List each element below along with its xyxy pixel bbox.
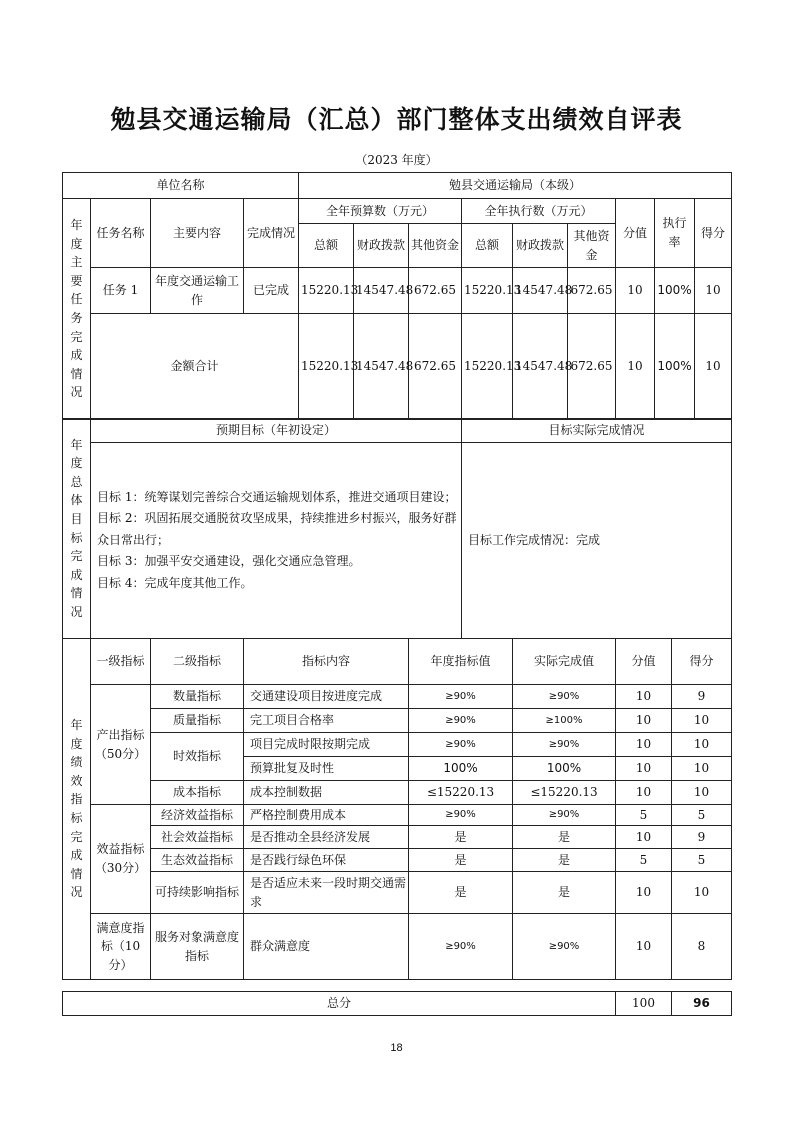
got: 8: [672, 914, 732, 980]
total-label: 总分: [63, 992, 616, 1016]
indicator-content: 严格控制费用成本: [244, 805, 409, 826]
target-value: ≥90%: [409, 685, 513, 709]
table-row: [63, 826, 732, 849]
target-value: 是: [409, 826, 513, 849]
indicator-table: [62, 638, 732, 980]
group-satisfaction: 满意度指标（10分）: [91, 914, 151, 980]
header-budget-fiscal: 财政拨款: [354, 224, 409, 268]
table-row: [63, 685, 732, 709]
header-completion: 完成情况: [244, 199, 299, 268]
task-rate: 100%: [655, 268, 695, 314]
sum-exec-total: 15220.13: [462, 314, 513, 420]
page-title: 勉县交通运输局（汇总）部门整体支出绩效自评表: [110, 105, 683, 134]
task-status: 已完成: [244, 268, 299, 314]
actual-value: ≥90%: [513, 685, 616, 709]
score: 10: [616, 781, 672, 805]
group-output: 产出指标（50分）: [91, 685, 151, 805]
table-row: [63, 314, 732, 420]
score: 10: [616, 733, 672, 757]
year-label: （2023 年度）: [355, 153, 438, 167]
unit-name-label: 单位名称: [63, 173, 299, 199]
task-name: 任务 1: [91, 268, 151, 314]
goal-item: 目标 4：完成年度其他工作。: [97, 575, 253, 590]
actual-value: ≤15220.13: [513, 781, 616, 805]
expected-goals-cell: [91, 443, 462, 639]
header-expected-goal: 预期目标（年初设定）: [91, 419, 462, 443]
target-value: ≥90%: [409, 709, 513, 733]
level2: 社会效益指标: [151, 826, 244, 849]
target-value: ≥90%: [409, 805, 513, 826]
header-actual-value: 实际完成值: [513, 639, 616, 685]
got: 10: [672, 733, 732, 757]
header-exec-fiscal: 财政拨款: [513, 224, 568, 268]
sum-exec-fiscal: 14547.48: [513, 314, 568, 420]
actual-value: ≥90%: [513, 733, 616, 757]
table-row: [63, 268, 732, 314]
target-value: ≥90%: [409, 914, 513, 980]
goal-item: 目标 1：统筹谋划完善综合交通运输规划体系，推进交通项目建设；: [97, 489, 457, 504]
target-value: 是: [409, 872, 513, 914]
level2: 生态效益指标: [151, 849, 244, 872]
actual-value: ≥100%: [513, 709, 616, 733]
target-value: ≥90%: [409, 733, 513, 757]
table-row: [63, 849, 732, 872]
header-level2: 二级指标: [151, 639, 244, 685]
budget-fiscal: 14547.48: [354, 268, 409, 314]
level2: 数量指标: [151, 685, 244, 709]
indicator-content: 是否推动全县经济发展: [244, 826, 409, 849]
level2: 经济效益指标: [151, 805, 244, 826]
table-row: [63, 914, 732, 980]
header-annual-budget: 全年预算数（万元）: [299, 199, 462, 224]
table-row: [63, 733, 732, 757]
got: 5: [672, 805, 732, 826]
header-exec-other: 其他资金: [568, 224, 616, 268]
score: 5: [616, 849, 672, 872]
goal-item: 目标 2：巩固拓展交通脱贫攻坚成果，持续推进乡村振兴，服务好群众日常出行；: [97, 511, 457, 547]
score: 10: [616, 709, 672, 733]
header-indicator-content: 指标内容: [244, 639, 409, 685]
table-row: [63, 805, 732, 826]
sum-rate: 100%: [655, 314, 695, 420]
section2-side-label: 年度总体目标完成情况: [63, 419, 91, 639]
goal-table: [62, 418, 732, 639]
header-main-content: 主要内容: [151, 199, 244, 268]
section1-side-label: 年度主要任务完成情况: [63, 199, 91, 420]
score: 5: [616, 805, 672, 826]
group-benefit: 效益指标（30分）: [91, 805, 151, 914]
got: 9: [672, 826, 732, 849]
header-got-score: 得分: [672, 639, 732, 685]
score: 10: [616, 872, 672, 914]
header-task-name: 任务名称: [91, 199, 151, 268]
header-score: 分值: [616, 639, 672, 685]
task-table: [62, 172, 732, 420]
header-annual-target: 年度指标值: [409, 639, 513, 685]
score: 10: [616, 826, 672, 849]
actual-value: 是: [513, 826, 616, 849]
sum-budget-total: 15220.13: [299, 314, 354, 420]
sum-score: 10: [616, 314, 655, 420]
total-score: 100: [616, 992, 672, 1016]
got: 5: [672, 849, 732, 872]
actual-value: ≥90%: [513, 914, 616, 980]
target-value: 100%: [409, 757, 513, 781]
header-budget-other: 其他资金: [409, 224, 462, 268]
score: 10: [616, 685, 672, 709]
header-level1: 一级指标: [91, 639, 151, 685]
table-row: [63, 872, 732, 914]
table-row: [63, 709, 732, 733]
header-score: 分值: [616, 199, 655, 268]
actual-value: 100%: [513, 757, 616, 781]
unit-name-value: 勉县交通运输局（本级）: [299, 173, 732, 199]
score: 10: [616, 757, 672, 781]
actual-value: 是: [513, 849, 616, 872]
level2: 质量指标: [151, 709, 244, 733]
exec-total: 15220.13: [462, 268, 513, 314]
sum-got: 10: [695, 314, 732, 420]
indicator-content: 项目完成时限按期完成: [244, 733, 409, 757]
budget-total: 15220.13: [299, 268, 354, 314]
header-actual-goal: 目标实际完成情况: [462, 419, 732, 443]
got: 10: [672, 872, 732, 914]
level2: 服务对象满意度指标: [151, 914, 244, 980]
exec-other: 672.65: [568, 268, 616, 314]
got: 10: [672, 709, 732, 733]
goal-item: 目标 3：加强平安交通建设，强化交通应急管理。: [97, 554, 361, 569]
exec-fiscal: 14547.48: [513, 268, 568, 314]
indicator-content: 预算批复及时性: [244, 757, 409, 781]
sum-label: 金额合计: [91, 314, 299, 420]
indicator-content: 群众满意度: [244, 914, 409, 980]
score: 10: [616, 914, 672, 980]
header-got-score: 得分: [695, 199, 732, 268]
level2: 成本指标: [151, 781, 244, 805]
indicator-content: 是否践行绿色环保: [244, 849, 409, 872]
total-row: [63, 992, 732, 1016]
indicator-content: 交通建设项目按进度完成: [244, 685, 409, 709]
task-content: 年度交通运输工作: [151, 268, 244, 314]
task-got: 10: [695, 268, 732, 314]
target-value: ≤15220.13: [409, 781, 513, 805]
header-annual-execution: 全年执行数（万元）: [462, 199, 616, 224]
sum-budget-fiscal: 14547.48: [354, 314, 409, 420]
sum-exec-other: 672.65: [568, 314, 616, 420]
total-table: [62, 991, 732, 1016]
level2: 可持续影响指标: [151, 872, 244, 914]
indicator-content: 是否适应未来一段时期交通需求: [244, 872, 409, 914]
level2: 时效指标: [151, 733, 244, 781]
got: 10: [672, 757, 732, 781]
sum-budget-other: 672.65: [409, 314, 462, 420]
total-got: 96: [672, 992, 732, 1016]
task-score: 10: [616, 268, 655, 314]
actual-goal-text: 目标工作完成情况：完成: [462, 443, 732, 639]
section3-side-label: 年度绩效指标完成情况: [63, 639, 91, 980]
budget-other: 672.65: [409, 268, 462, 314]
page-number: 18: [390, 1042, 403, 1054]
got: 10: [672, 781, 732, 805]
actual-value: ≥90%: [513, 805, 616, 826]
got: 9: [672, 685, 732, 709]
actual-value: 是: [513, 872, 616, 914]
header-exec-rate: 执行率: [655, 199, 695, 268]
table-row: [63, 781, 732, 805]
target-value: 是: [409, 849, 513, 872]
indicator-content: 完工项目合格率: [244, 709, 409, 733]
indicator-content: 成本控制数据: [244, 781, 409, 805]
header-budget-total: 总额: [299, 224, 354, 268]
header-exec-total: 总额: [462, 224, 513, 268]
